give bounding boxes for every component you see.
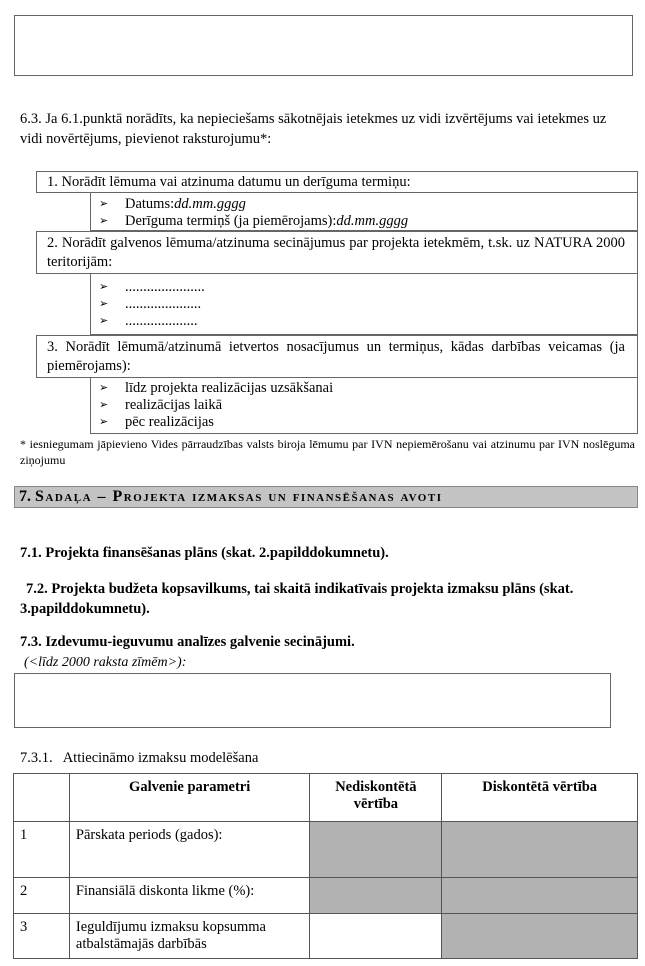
p73-text-box[interactable] <box>14 673 611 728</box>
item3-bullets-box[interactable] <box>90 377 638 434</box>
arrow-bullet-icon: ➢ <box>99 215 109 227</box>
dots-placeholder: ..................... <box>125 296 202 312</box>
arrow-bullet-icon: ➢ <box>99 298 109 310</box>
header-empty <box>14 774 70 822</box>
bullet-prefix: Datums: <box>125 196 175 212</box>
item1-label-box <box>36 171 638 193</box>
arrow-bullet-icon: ➢ <box>99 281 109 293</box>
p731-title: 7.3.1. Attiecināmo izmaksu modelēšana <box>20 750 259 766</box>
arrow-bullet-icon: ➢ <box>99 315 109 327</box>
item1-label: 1. Norādīt lēmuma vai atzinuma datumu un derīguma termiņu: <box>47 174 411 190</box>
section-6-3-intro: 6.3. Ja 6.1.punktā norādīts, ka nepieciešams sākotnējais ietekmes uz vidi izvērtējums vai ietekmes uz vidi novērtējums, pievienot raksturojumu*: <box>20 111 607 147</box>
value-cell-discounted <box>442 822 638 878</box>
item3-label: 3. Norādīt lēmumā/atzinumā ietvertos nosacījumus un termiņus, kādas darbības veicamas (ja piemērojams): <box>47 339 625 374</box>
arrow-bullet-icon: ➢ <box>99 198 109 210</box>
row-number: 2 <box>14 878 70 914</box>
bullet-text: pēc realizācijas <box>125 414 214 430</box>
value-cell-discounted <box>442 914 638 959</box>
row-param: Pārskata periods (gados): <box>69 822 310 878</box>
value-cell-discounted <box>442 878 638 914</box>
item2-bullet <box>99 296 637 313</box>
item1-bullet-date <box>99 196 637 213</box>
dots-placeholder: ...................... <box>125 279 205 295</box>
table-row <box>14 822 638 878</box>
item1-bullets-box[interactable] <box>90 192 638 231</box>
p73-hint: (<līdz 2000 raksta zīmēm>): <box>24 655 187 670</box>
item2-bullet <box>99 279 637 296</box>
modeling-table <box>13 773 638 959</box>
p72: 7.2. Projekta budžeta kopsavilkums, tai skaitā indikatīvais projekta izmaksu plāns (skat. 3.papilddokumnetu). <box>20 581 574 617</box>
row-number: 3 <box>14 914 70 959</box>
bullet-prefix: Derīguma termiņš (ja piemērojams): <box>125 213 337 229</box>
value-cell-undiscounted[interactable] <box>310 914 442 959</box>
validity-value: dd.mm.gggg <box>336 213 409 229</box>
bullet-text: līdz projekta realizācijas uzsākšanai <box>125 380 334 396</box>
row-number: 1 <box>14 822 70 878</box>
arrow-bullet-icon: ➢ <box>99 416 109 428</box>
bullet-text: realizācijas laikā <box>125 397 223 413</box>
section-7-title: Sadaļa – Projekta izmaksas un finansēšanas avoti <box>35 488 443 505</box>
header-undiscounted: Nediskontētā vērtība <box>310 774 442 822</box>
p71: 7.1. Projekta finansēšanas plāns (skat. 2.papilddokumnetu). <box>20 545 389 561</box>
dots-placeholder: .................... <box>125 313 198 329</box>
top-text-box[interactable] <box>14 15 633 76</box>
table-row <box>14 914 638 959</box>
item2-bullets-box[interactable] <box>90 273 638 335</box>
section-7-number: 7. <box>19 488 35 505</box>
item1-bullet-validity <box>99 213 637 230</box>
item3-label-box <box>36 335 638 378</box>
arrow-bullet-icon: ➢ <box>99 399 109 411</box>
section-7-header <box>14 486 638 508</box>
value-cell-undiscounted <box>310 822 442 878</box>
table-row <box>14 878 638 914</box>
value-cell-undiscounted <box>310 878 442 914</box>
table-header-row <box>14 774 638 822</box>
item3-bullet <box>99 380 637 397</box>
item2-bullet <box>99 313 637 330</box>
item3-bullet <box>99 414 637 431</box>
row-param: Ieguldījumu izmaksu kopsumma atbalstāmajās darbībās <box>69 914 310 959</box>
date-value: dd.mm.gggg <box>174 196 246 212</box>
row-param: Finansiālā diskonta likme (%): <box>69 878 310 914</box>
item2-label-box <box>36 231 638 274</box>
header-discounted: Diskontētā vērtība <box>442 774 638 822</box>
item2-label: 2. Norādīt galvenos lēmuma/atzinuma secinājumus par projekta ietekmēm, t.sk. uz NATURA 2000 teritorijām: <box>47 235 625 270</box>
header-params: Galvenie parametri <box>69 774 310 822</box>
footnote: * iesniegumam jāpievieno Vides pārraudzības valsts biroja lēmumu par IVN nepiemērošanu vai atzinumu par IVN noslēguma ziņojumu <box>20 437 635 467</box>
item3-bullet <box>99 397 637 414</box>
arrow-bullet-icon: ➢ <box>99 382 109 394</box>
p73-title: 7.3. Izdevumu-ieguvumu analīzes galvenie secinājumi. <box>20 634 355 650</box>
